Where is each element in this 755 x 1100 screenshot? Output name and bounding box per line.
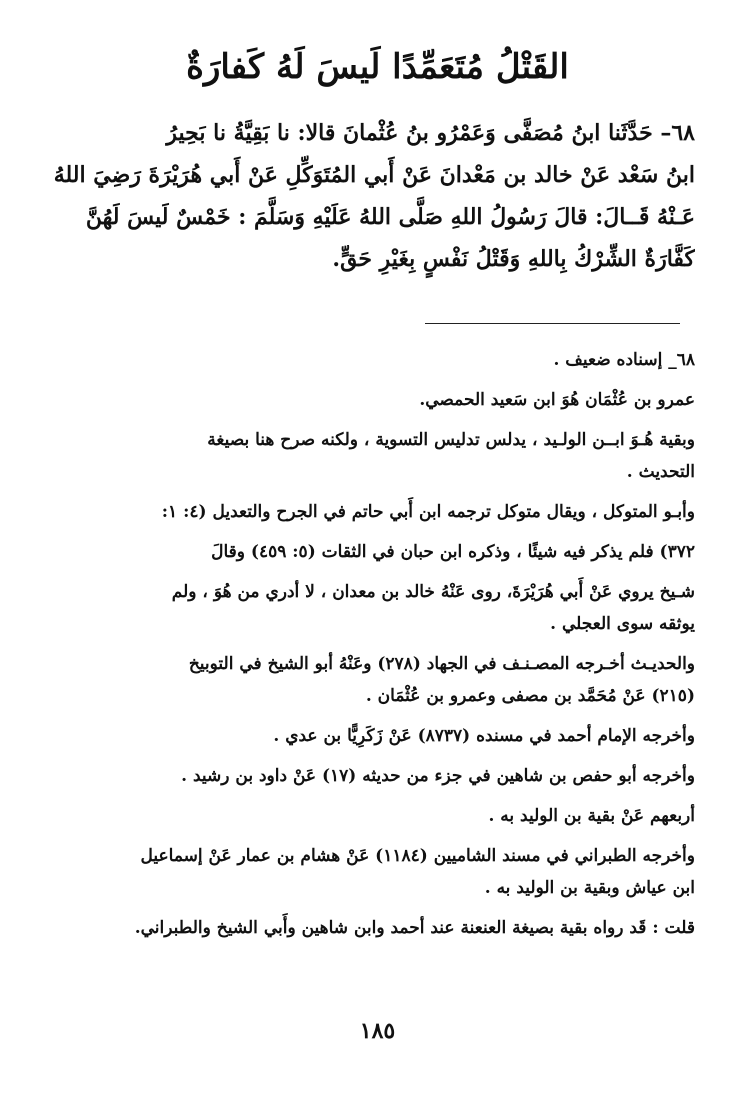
footnote-line: وأخرجه الطبراني في مسند الشاميين (١١٨٤) عَنْ هشام بن عمار عَنْ إسماعيل [140,846,695,866]
hadith-line: عَـنْهُ قَــالَ: قالَ رَسُولُ اللهِ صَلَّى اللهُ عَلَيْهِ وَسَلَّمَ : خَمْسٌ لَيسَ لَهُنَّ [85,204,695,230]
footnote-line: أربعهم عَنْ بقية بن الوليد به . [488,806,695,826]
footnote-line: وبقية هُـوَ ابــن الولـيد ، يدلس تدليس التسوية ، ولكنه صرح هنا بصيغة [207,430,695,450]
footnote-line: التحديث . [626,462,695,482]
footnote-line: ٦٨_ إسناده ضعيف . [553,350,695,370]
hadith-text [53,112,695,280]
footnote-line: وأخرجه الإمام أحمد في مسنده (٨٧٣٧) عَنْ زَكَرِيًّا بن عدي . [273,726,695,746]
footnote-line: (٢١٥) عَنْ مُحَمَّد بن مصفى وعمرو بن عُثْمَان . [365,686,695,706]
footnote-line: شـيخ يروي عَنْ أَبي هُرَيْرَةَ، روى عَنْهُ خالد بن معدان ، لا أدري من هُوَ ، ولم [171,582,695,602]
footnote-line: ٣٧٢) فلم يذكر فيه شيئًا ، وذكره ابن حبان في الثقات (٥: ٤٥٩) وقالَ [211,542,695,562]
footnote-line: يوثقه سوى العجلي . [550,614,695,634]
hadith-line: ابنُ سَعْد عَنْ خالد بن مَعْدانَ عَنْ أَبي المُتَوَكِّلِ عَنْ أَبي هُرَيْرَةَ رَضِيَ اللهُ [53,162,695,188]
footnote-line: وأبـو المتوكل ، ويقال متوكل ترجمه ابن أَبي حاتم في الجرح والتعديل (٤: ١: [161,502,695,522]
footnote-line: ابن عياش وبقية بن الوليد به . [484,878,695,898]
footnote-line: قلت : قَد رواه بقية بصيغة العنعنة عند أحمد وابن شاهين وأَبي الشيخ والطبراني. [134,918,695,938]
footnote-line: والحديـث أخـرجه المصـنـف في الجهاد (٢٧٨) وعَنْهُ أبو الشيخ في التوبيخ [188,654,695,674]
footnote-line: وأخرجه أبو حفص بن شاهين في جزء من حديثه (١٧) عَنْ داود بن رشيد . [181,766,695,786]
chapter-title: القَتْلُ مُتَعَمِّدًا لَيسَ لَهُ كَفارَةٌ [186,47,569,87]
footnote-divider [425,323,680,324]
hadith-line: كَفَّارَةٌ الشِّرْكُ بِاللهِ وَقَتْلُ نَفْسٍ بِغَيْرِ حَقٍّ. [332,246,695,272]
footnotes [53,344,695,944]
hadith-line: ٦٨– حَدَّثَنا ابنُ مُصَفَّى وَعَمْرُو بنُ عُثْمانَ قالا: نا بَقِيَّةُ نا بَحِيرُ [166,120,695,146]
footnote-line: عمرو بن عُثْمَان هُوَ ابن سَعيد الحمصي. [419,390,695,410]
page-number: ١٨٥ [359,1018,396,1044]
